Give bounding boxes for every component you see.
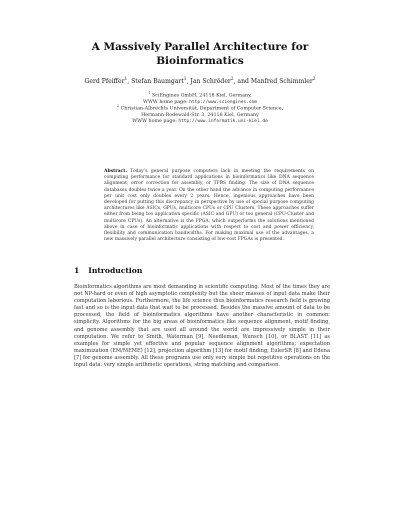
author-name: Gerd Pfeiffer	[84, 78, 125, 85]
web-prefix: WWW home page:	[132, 119, 179, 125]
affiliation-line: SciEngines GmbH, 24118 Kiel, Germany,	[151, 93, 252, 99]
author-affiliation-mark: 2	[312, 76, 316, 82]
paper-title	[60, 41, 340, 68]
section-title: Introduction	[88, 266, 143, 275]
body-paragraph: Bioinformatics algorithms are most demanding in scientific computing. Most of the times they are not NP-hard or even of high asymptotic complexity but the sheer masses of input data make their computation laborious. Furthermore, the life science thus bioinformatics research field is growing fast and so is the input data that wait to be processed. Besides the massive amount of data to be processed, the field of bioinformatics algorithms have another characteristic in common: simplicity. Algorithms for the big areas of bioinformatics like sequence alignment, motif finding, and genome assembly that are used all around the world are impressively simple in their computation. We refer to Smith, Waterman [9], Needleman, Wunsch [10], or BLAST [11] as examples for simple yet effective and popular sequence alignment algorithms; expectation maximization (EM/MEME) [12], projection algorithm [13] for motif finding; EulerSR [8] and Edena [7] for genome assembly. All these programs use only very simple but repetitive operations on the input data: very simple arithmetic operations, string matching and comparison.	[74, 284, 330, 369]
affiliations	[40, 93, 360, 126]
affiliation-line: Christian-Albrechts Universität, Department of Computer Science,	[120, 106, 284, 112]
abstract-text: Today’s general purpose computers lack in meeting the requirements on computing performance for standard applications in bioinformatics like DNA sequence alignment, error correction for assembly, or TFBS finding. The size of DNA sequence databases doubles twice a year. On the other hand the advance in computing performance per unit cost only doubles every 2 years. Hence, ingenious approaches have been developed for putting this discrepancy in perspective by use of special purpose computing architectures like ASICs, GPUs, multicore CPUs or CPU Clusters. These approaches suffer either from being too application specific (ASIC and GPU) or too general (CPU-Cluster and multicore CPUs). An alternative is the FPGA, which outperforms the solutions mentioned above in case of bioinformatic applications with respect to cost and power efficiency, flexibility and communication bandwidths. For making maximal use of the advantages, a new massively parallel architecture consisting of low-cost FPGAs is presented.	[104, 169, 314, 243]
web-prefix: WWW home page:	[143, 99, 190, 105]
author-affiliation-mark: 1	[183, 76, 187, 82]
abstract	[104, 169, 314, 243]
author-separator: ,	[127, 78, 132, 85]
author-separator: ,	[186, 78, 191, 85]
affiliation-mark: 1	[148, 91, 151, 95]
web-url: http://www.informatik.uni-kiel.de	[178, 119, 268, 125]
affiliation-web	[40, 119, 360, 125]
author-separator: , and	[233, 78, 251, 85]
title-line-2: Bioinformatics	[156, 54, 244, 67]
author-list	[30, 78, 370, 86]
section-heading	[74, 266, 142, 276]
author-name: Manfred Schimmler	[250, 78, 313, 85]
affiliation-mark: 2	[116, 104, 120, 109]
author-affiliation-mark: 2	[230, 76, 234, 82]
web-url: http://www.sciengines.com	[189, 99, 257, 105]
author-name: Jan Schröder	[190, 78, 231, 85]
affiliation-1	[40, 93, 360, 100]
section-number: 1	[74, 266, 80, 275]
author-name: Stefan Baumgart	[131, 78, 184, 85]
abstract-label: Abstract.	[104, 169, 127, 174]
author-affiliation-mark: 1	[124, 76, 128, 82]
title-line-1: A Massively Parallel Architecture for	[91, 41, 309, 53]
affiliation-address: Hermann-Rodewald-Str. 3, 24118 Kiel, Germany	[141, 113, 259, 119]
